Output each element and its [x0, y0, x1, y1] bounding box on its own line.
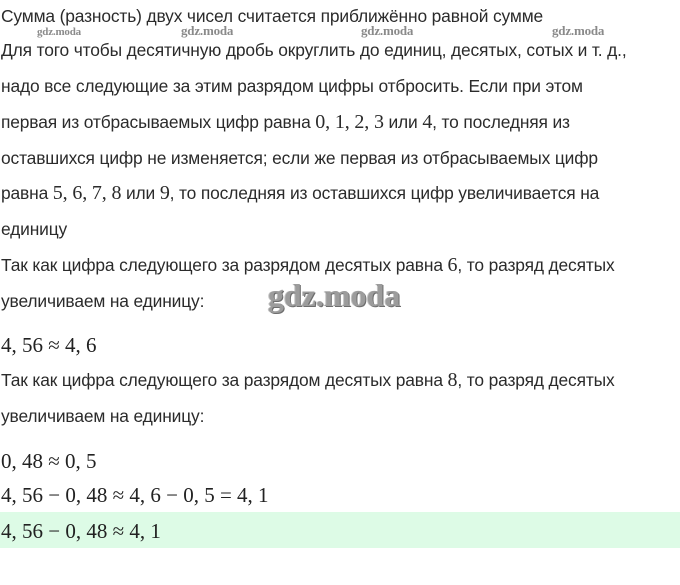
rule-line-2: [1, 75, 583, 97]
rule-line-4: [1, 147, 598, 169]
step1-line-2: [1, 290, 204, 312]
watermark-small-1: gdz.moda: [37, 26, 81, 38]
rule-line-5-pre: равна: [1, 183, 53, 203]
step2-formula: 0, 48 ≈ 0, 5: [1, 449, 97, 473]
watermark-large: gdz.moda: [268, 277, 401, 313]
rule-line-3-mid: или: [383, 112, 423, 132]
step1-line-1-post: , то разряд десятых: [457, 255, 615, 275]
rule-line-3-pre: первая из отбрасываемых цифр равна: [1, 112, 316, 132]
rule-line-5: [1, 182, 599, 204]
rule-digits-increase: 5, 6, 7, 8: [52, 182, 122, 204]
rule-line-1-text: Для того чтобы десятичную дробь округлить до единиц, десятых, сотых и т. д.,: [1, 40, 627, 60]
rule-line-3-post: , то последняя из: [432, 112, 570, 132]
rule-digit-nine: 9: [159, 182, 170, 204]
step2-line-2: [1, 405, 204, 427]
rule-line-4-text: оставшихся цифр не изменяется; если же первая из отбрасываемых цифр: [1, 148, 598, 168]
rule-digit-four: 4: [422, 111, 433, 133]
step2-line-1: [1, 369, 615, 391]
rule-line-6: [1, 218, 67, 240]
step1-digit: 6: [447, 254, 458, 276]
step1-line-2-text: увеличиваем на единицу:: [1, 291, 205, 311]
rule-line-1: [1, 39, 627, 61]
watermark-small-2: gdz.moda: [181, 23, 234, 38]
rule-line-2-text: надо все следующие за этим разрядом цифры отбросить. Если при этом: [1, 76, 583, 96]
watermark-small-3: gdz.moda: [361, 23, 414, 38]
rule-line-3: [1, 111, 570, 133]
step2-digit: 8: [447, 369, 458, 391]
rule-line-5-post: , то последняя из оставшихся цифр увеличивается на: [169, 183, 600, 203]
calc-formula: 4, 56 − 0, 48 ≈ 4, 6 − 0, 5 = 4, 1: [1, 483, 269, 507]
step1-line-1-pre: Так как цифра следующего за разрядом десятых равна: [1, 255, 448, 275]
intro-text: [1, 5, 543, 27]
watermark-small-4: gdz.moda: [552, 23, 605, 38]
answer-formula: 4, 56 − 0, 48 ≈ 4, 1: [1, 519, 161, 543]
intro-text-content: Сумма (разность) двух чисел считается приближённо равной сумме: [1, 6, 544, 26]
rule-digits-keep: 0, 1, 2, 3: [315, 111, 384, 133]
step2-line-2-text: увеличиваем на единицу:: [1, 406, 205, 426]
rule-line-5-mid: или: [121, 183, 160, 203]
step2-line-1-post: , то разряд десятых: [457, 370, 615, 390]
step1-line-1: [1, 254, 615, 276]
step2-line-1-pre: Так как цифра следующего за разрядом десятых равна: [1, 370, 448, 390]
rule-line-6-text: единицу: [1, 219, 68, 239]
step1-formula: 4, 56 ≈ 4, 6: [1, 333, 97, 357]
